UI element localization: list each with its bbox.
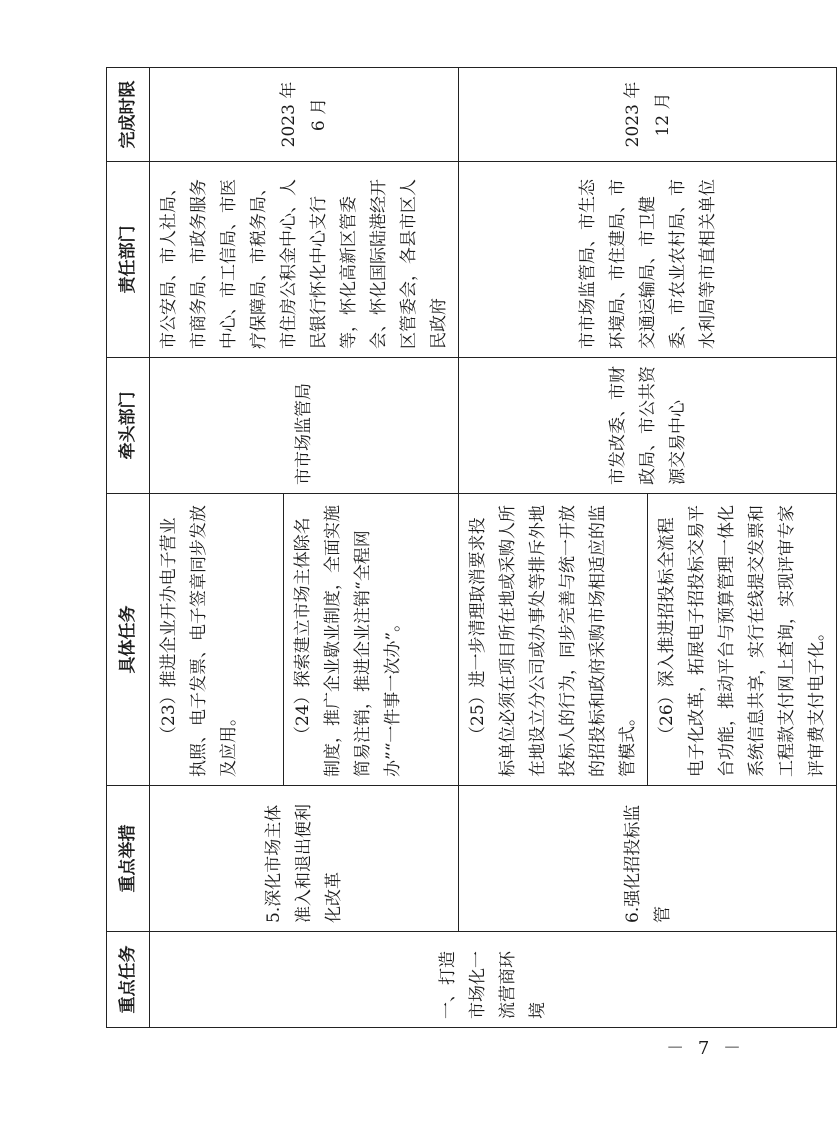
deadline-m5-cell: 2023 年 6 月 bbox=[150, 68, 459, 162]
header-key-measure: 重点举措 bbox=[107, 786, 150, 932]
resp-dept-m6-cell: 市市场监管局、市生态环境局、市住建局、市交通运输局、市卫健委、市农业农村局、市水利局等市直相关单位 bbox=[459, 162, 837, 358]
header-specific-task: 具体任务 bbox=[107, 494, 150, 786]
table-row bbox=[459, 68, 648, 1028]
lead-dept-m5-cell: 市市场监管局 bbox=[150, 358, 459, 494]
header-key-task: 重点任务 bbox=[107, 932, 150, 1028]
task-table bbox=[106, 67, 837, 1028]
table-header-row bbox=[107, 68, 150, 1028]
page-number: － 7 － bbox=[666, 1038, 745, 1059]
header-resp-dept: 责任部门 bbox=[107, 162, 150, 358]
header-lead-dept: 牵头部门 bbox=[107, 358, 150, 494]
task-26-cell: （26）深入推进招投标全流程电子化改革，拓展电子招投标交易平台功能，推动平台与预算管理一体化系统信息共享，实行在线提交发票和工程款支付网上查询，实现评审专家评审费支付电子化。 bbox=[648, 494, 837, 786]
header-deadline: 完成时限 bbox=[107, 68, 150, 162]
measure-5-cell: 5.深化市场主体准入和退出便利化改革 bbox=[150, 786, 459, 932]
deadline-m6-cell: 2023 年 12 月 bbox=[459, 68, 837, 162]
group-task-cell: 一、打造市场化一流营商环境 bbox=[150, 932, 837, 1028]
lead-dept-m6-cell: 市发改委、市财政局、市公共资源交易中心 bbox=[459, 358, 837, 494]
task-24-cell: （24）探索建立市场主体除名制度，推广企业歇业制度，全面实施简易注销，推进企业注销“全程网办”“一件事一次办”。 bbox=[284, 494, 459, 786]
table-row bbox=[150, 68, 284, 1028]
rotated-table-area bbox=[106, 68, 827, 1028]
measure-6-cell: 6.强化招投标监管 bbox=[459, 786, 837, 932]
task-23-cell: （23）推进企业开办电子营业执照、电子发票、电子签章同步发放及应用。 bbox=[150, 494, 284, 786]
resp-dept-m5-cell: 市公安局、市人社局、市商务局、市政务服务中心、市工信局、市医疗保障局、市税务局、市住房公积金中心、人民银行怀化中心支行等，怀化高新区管委会、怀化国际陆港经开区管委会，各县市区人民政府 bbox=[150, 162, 459, 358]
task-25-cell: （25）进一步清理取消要求投标单位必须在项目所在地或采购人所在地设立分公司或办事处等排斥外地投标人的行为，同步完善与统一开放的招投标和政府采购市场相适应的监管模式。 bbox=[459, 494, 648, 786]
